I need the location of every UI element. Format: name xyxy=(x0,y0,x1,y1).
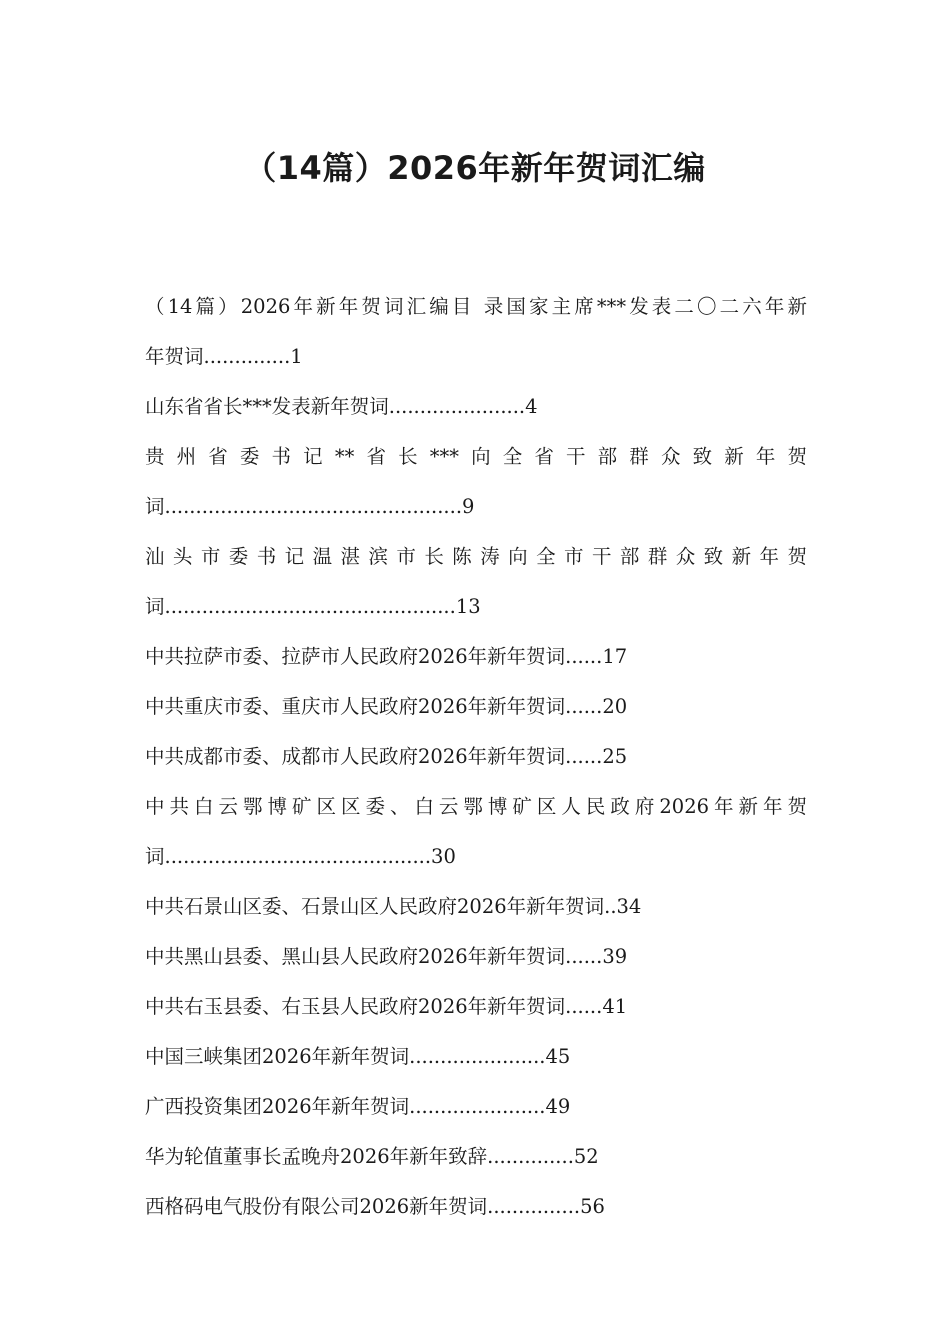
toc-entry-1-line-1[interactable]: （14篇）2026年新年贺词汇编目 录国家主席***发表二〇二六年新 xyxy=(145,295,807,318)
toc-entry-10[interactable]: 中共黑山县委、黑山县人民政府2026年新年贺词......39 xyxy=(145,945,628,968)
toc-entry-3-line-2[interactable]: 词................................................9 xyxy=(145,495,475,518)
table-of-contents xyxy=(145,282,807,1232)
toc-entry-3-line-1[interactable]: 贵州省委书记**省长***向全省干部群众致新年贺 xyxy=(145,445,807,468)
toc-entry-11[interactable]: 中共右玉县委、右玉县人民政府2026年新年贺词......41 xyxy=(145,995,628,1018)
toc-entry-13[interactable]: 广西投资集团2026年新年贺词......................49 xyxy=(145,1095,571,1118)
toc-entry-12[interactable]: 中国三峡集团2026年新年贺词......................45 xyxy=(145,1045,571,1068)
toc-entry-6[interactable]: 中共重庆市委、重庆市人民政府2026年新年贺词......20 xyxy=(145,695,628,718)
toc-entry-5[interactable]: 中共拉萨市委、拉萨市人民政府2026年新年贺词......17 xyxy=(145,645,628,668)
toc-entry-4-line-2[interactable]: 词...............................................13 xyxy=(145,595,481,618)
toc-entry-9[interactable]: 中共石景山区委、石景山区人民政府2026年新年贺词..34 xyxy=(145,895,642,918)
toc-entry-1-line-2[interactable]: 年贺词..............1 xyxy=(145,345,303,368)
toc-entry-7[interactable]: 中共成都市委、成都市人民政府2026年新年贺词......25 xyxy=(145,745,628,768)
toc-entry-15[interactable]: 西格码电气股份有限公司2026新年贺词...............56 xyxy=(145,1195,605,1218)
toc-entry-14[interactable]: 华为轮值董事长孟晚舟2026年新年致辞..............52 xyxy=(145,1145,599,1168)
document-title: （14篇）2026年新年贺词汇编 xyxy=(244,149,706,187)
toc-entry-8-line-2[interactable]: 词...........................................30 xyxy=(145,845,456,868)
toc-entry-8-line-1[interactable]: 中共白云鄂博矿区区委、白云鄂博矿区人民政府2026年新年贺 xyxy=(145,795,807,818)
toc-entry-2[interactable]: 山东省省长***发表新年贺词......................4 xyxy=(145,395,538,418)
toc-entry-4-line-1[interactable]: 汕头市委书记温湛滨市长陈涛向全市干部群众致新年贺 xyxy=(145,545,807,568)
